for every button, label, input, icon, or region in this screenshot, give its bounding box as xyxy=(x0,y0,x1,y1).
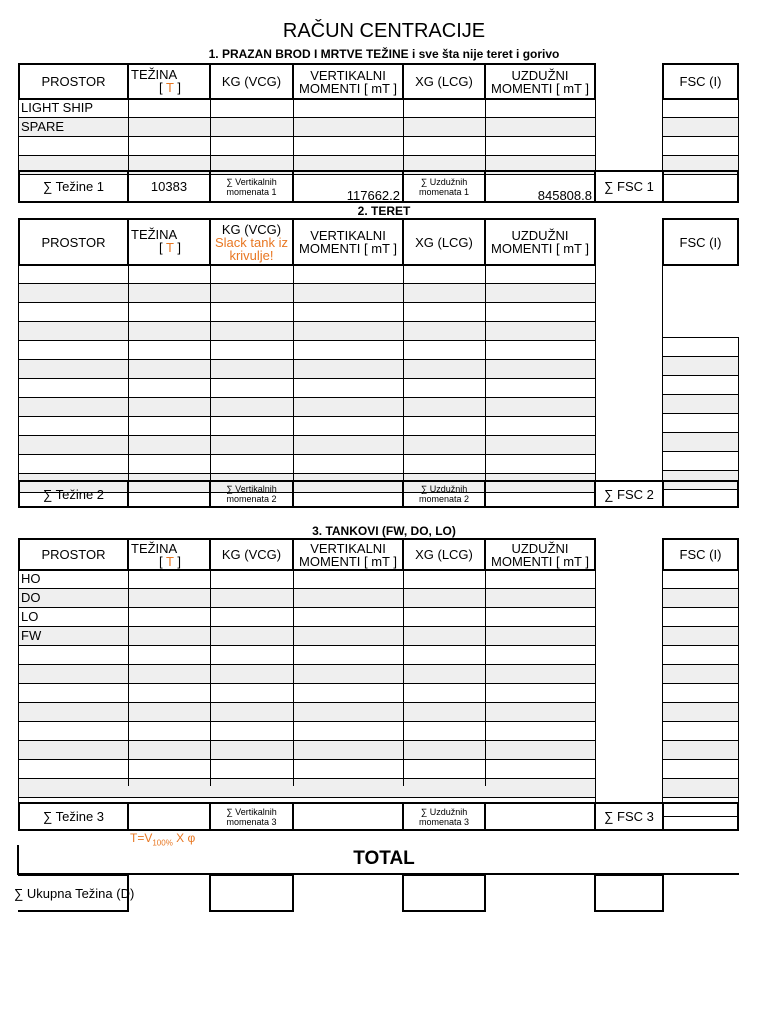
total-weight-label: ∑ Ukupna Težina (D) xyxy=(14,886,135,901)
section3-heading: 3. TANKOVI (FW, DO, LO) xyxy=(312,524,456,538)
table-row xyxy=(19,646,595,665)
sum-vertical-moments-value: 117662.2 xyxy=(292,170,404,203)
sum-longitudinal-moments-label: ∑ Uzdužnih momenata 1 xyxy=(402,170,486,203)
sum-vertical-moments-label: ∑ Vertikalnih momenata 1 xyxy=(209,170,294,203)
sum-fsc-label: ∑ FSC 2 xyxy=(594,480,664,508)
sum-vertical-moments-value xyxy=(292,480,404,508)
sum-longitudinal-moments-label: ∑ Uzdužnih momenata 2 xyxy=(402,480,486,508)
header-tezina: TEŽINA [ T ] xyxy=(127,63,211,100)
header-xg: XG (LCG) xyxy=(402,63,486,100)
header-tezina: TEŽINA [ T ] xyxy=(127,538,211,571)
section2-table xyxy=(18,265,596,481)
sum-longitudinal-moments-value: 845808.8 xyxy=(484,170,596,203)
section3-fsc-column xyxy=(662,570,739,804)
header-vertical-moments: VERTIKALNI MOMENTI [ mT ] xyxy=(292,218,404,266)
sum-weight-value xyxy=(127,802,211,831)
section1-heading: 1. PRAZAN BROD I MRTVE TEŽINE i sve šta nije teret i gorivo xyxy=(208,47,560,61)
total-weight-label-cell xyxy=(14,874,135,912)
header-prostor: PROSTOR xyxy=(18,218,129,266)
sum-fsc-value xyxy=(662,480,739,508)
table-row xyxy=(19,703,595,722)
sum-weight-label: ∑ Težine 1 xyxy=(18,170,129,203)
header-kg: KG (VCG) Slack tank iz krivulje! xyxy=(209,218,294,266)
section2-fsc-column xyxy=(662,265,739,481)
sum-fsc-label: ∑ FSC 3 xyxy=(594,802,664,831)
table-row: DO xyxy=(19,589,595,608)
sum-fsc-label: ∑ FSC 1 xyxy=(594,170,664,203)
table-row: LO xyxy=(19,608,595,627)
header-fsc: FSC (I) xyxy=(662,218,739,266)
header-tezina: TEŽINA [ T ] xyxy=(127,218,211,266)
sum-fsc-value xyxy=(662,802,739,831)
tank-volume-formula: $T=V_{100\%}$ X φ xyxy=(130,831,196,848)
total-heading: TOTAL xyxy=(353,848,415,869)
header-kg: KG (VCG) xyxy=(209,63,294,100)
header-xg: XG (LCG) xyxy=(402,538,486,571)
table-row xyxy=(19,741,595,760)
table-row: LIGHT SHIP xyxy=(19,99,595,118)
total-fsc-cell xyxy=(594,874,664,912)
sum-longitudinal-moments-value xyxy=(484,480,596,508)
section1-table xyxy=(18,99,596,171)
header-kg: KG (VCG) xyxy=(209,538,294,571)
table-row xyxy=(19,760,595,779)
page-title: RAČUN CENTRACIJE xyxy=(282,20,486,42)
total-kg-cell xyxy=(209,874,294,912)
section1-fsc-column xyxy=(662,99,739,171)
table-row: FW xyxy=(19,627,595,646)
section3-table xyxy=(18,570,596,786)
table-row: SPARE xyxy=(19,118,595,137)
table-row: HO xyxy=(19,570,595,589)
total-xg-cell xyxy=(402,874,486,912)
sum-fsc-value xyxy=(662,170,739,203)
sum-vertical-moments-label: ∑ Vertikalnih momenata 3 xyxy=(209,802,294,831)
table-row xyxy=(19,137,595,156)
sum-vertical-moments-label: ∑ Vertikalnih momenata 2 xyxy=(209,480,294,508)
header-longitudinal-moments: UZDUŽNI MOMENTI [ mT ] xyxy=(484,218,596,266)
sum-longitudinal-moments-label: ∑ Uzdužnih momenata 3 xyxy=(402,802,486,831)
header-vertical-moments: VERTIKALNI MOMENTI [ mT ] xyxy=(292,538,404,571)
section2-heading: 2. TERET xyxy=(357,204,411,218)
header-prostor: PROSTOR xyxy=(18,538,129,571)
header-fsc: FSC (I) xyxy=(662,63,739,100)
sum-vertical-moments-value xyxy=(292,802,404,831)
header-fsc: FSC (I) xyxy=(662,538,739,571)
sum-weight-value: 10383 xyxy=(127,170,211,203)
table-row xyxy=(19,665,595,684)
header-longitudinal-moments: UZDUŽNI MOMENTI [ mT ] xyxy=(484,538,596,571)
sum-weight-label: ∑ Težine 3 xyxy=(18,802,129,831)
sum-longitudinal-moments-value xyxy=(484,802,596,831)
table-row xyxy=(19,684,595,703)
header-xg: XG (LCG) xyxy=(402,218,486,266)
header-prostor: PROSTOR xyxy=(18,63,129,100)
header-longitudinal-moments: UZDUŽNI MOMENTI [ mT ] xyxy=(484,63,596,100)
sum-weight-label: ∑ Težine 2 xyxy=(18,480,129,508)
sum-weight-value xyxy=(127,480,211,508)
table-row xyxy=(19,722,595,741)
header-vertical-moments: VERTIKALNI MOMENTI [ mT ] xyxy=(292,63,404,100)
